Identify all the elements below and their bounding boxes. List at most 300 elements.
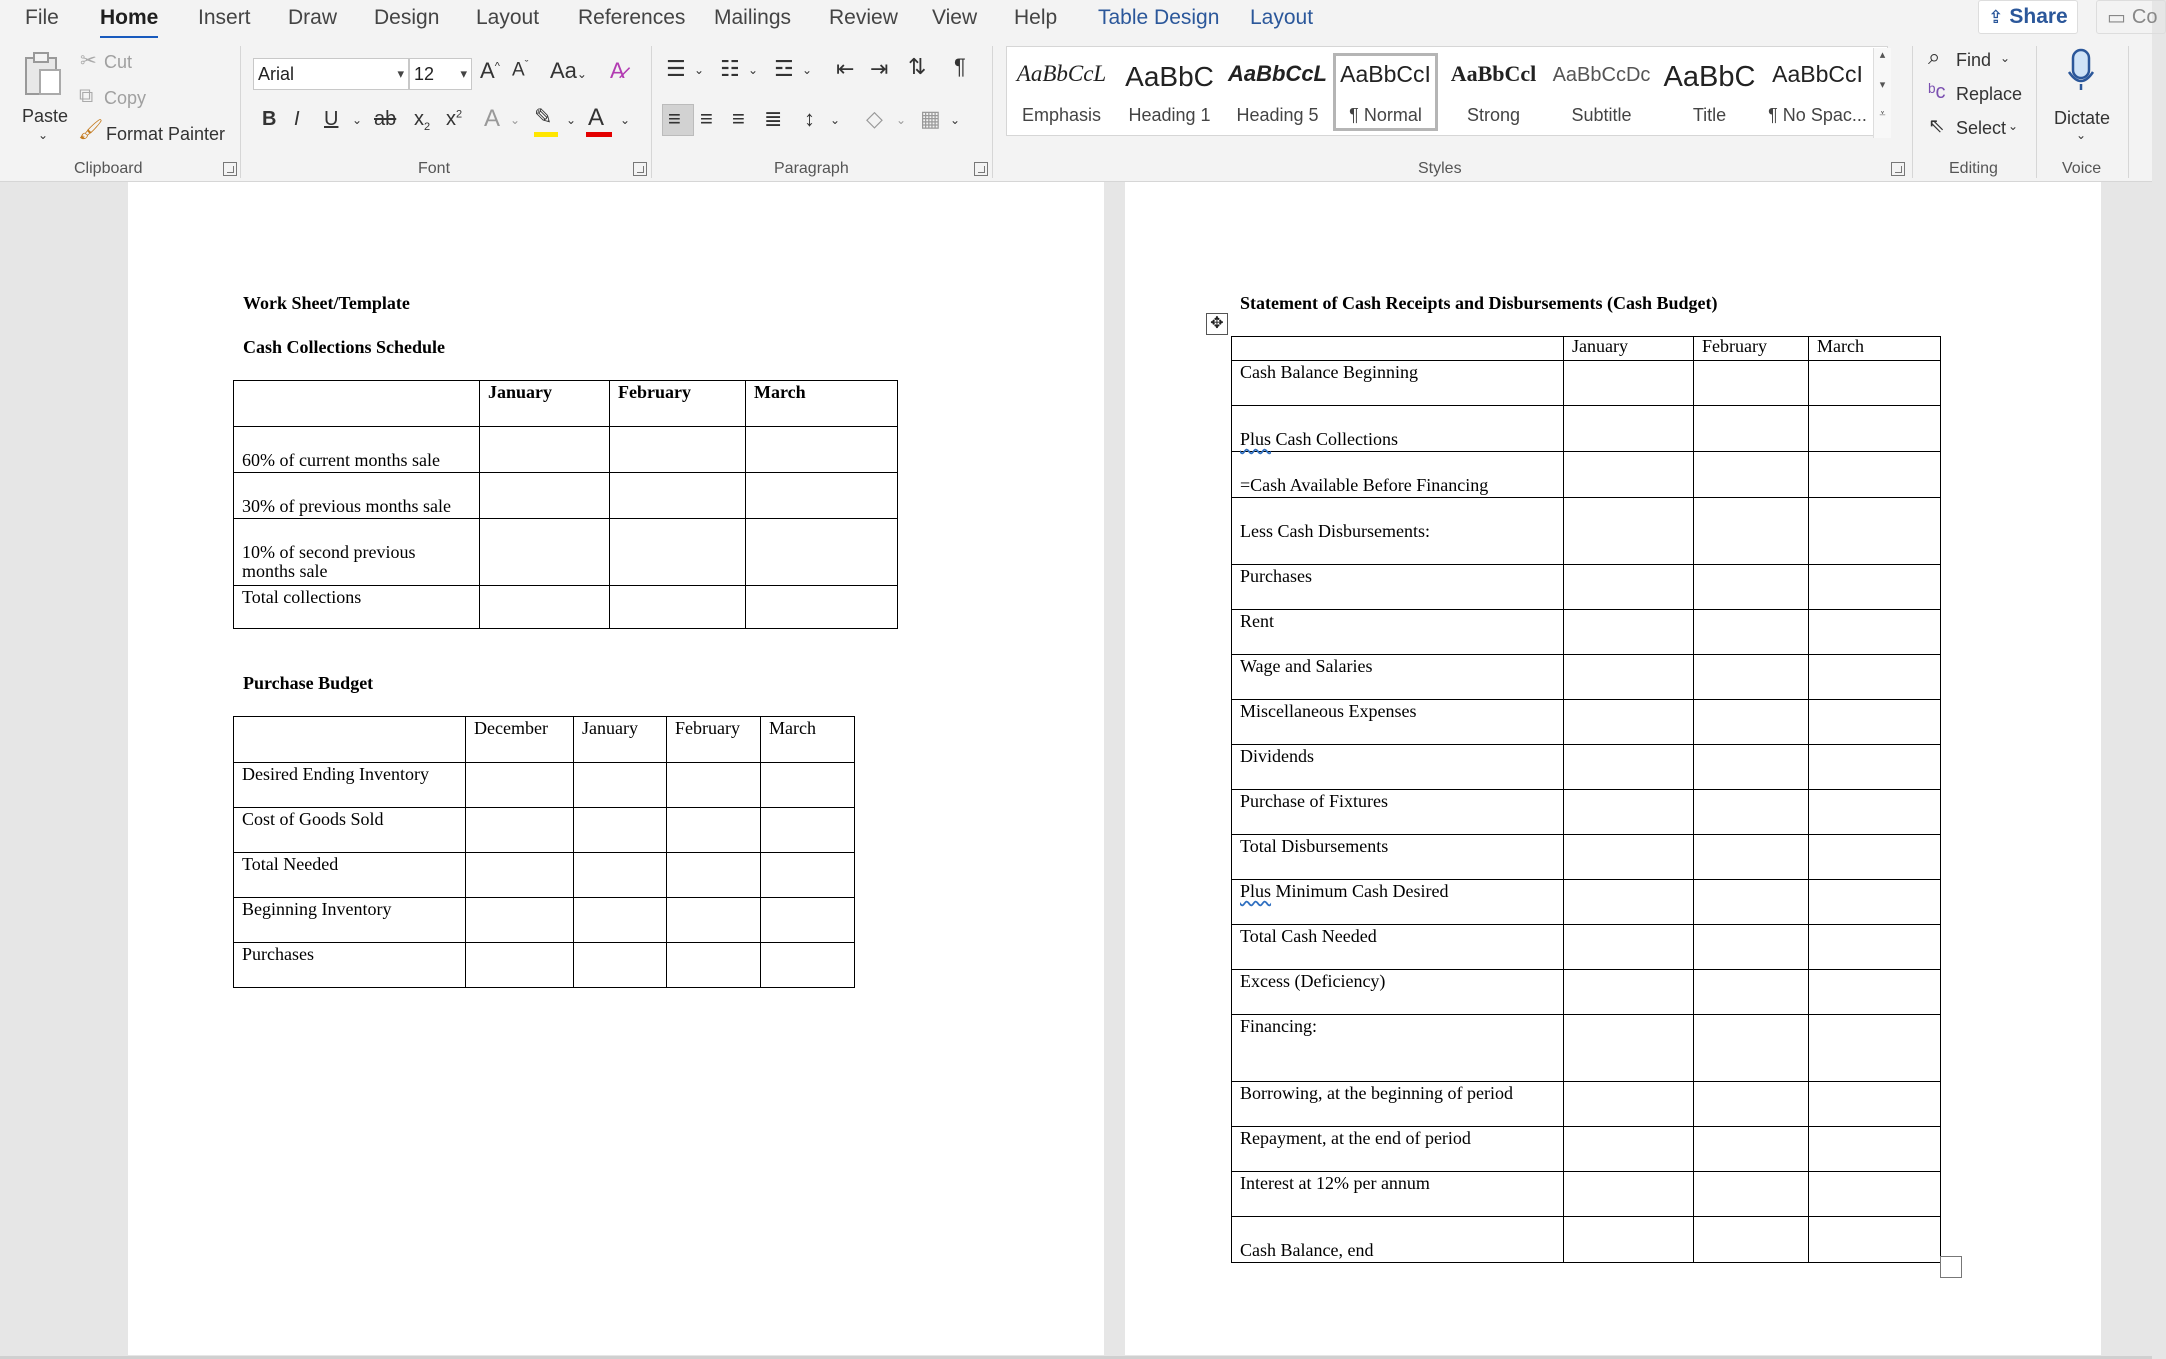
table-row [1232, 970, 1941, 1015]
table-cell[interactable] [1694, 1082, 1809, 1127]
row-label: Repayment, at the end of period [1240, 1128, 1471, 1148]
table-row [1232, 835, 1941, 880]
table-header-cell[interactable]: January [480, 381, 610, 427]
table-cell[interactable] [1564, 970, 1694, 1015]
table-cell[interactable] [1809, 1217, 1941, 1263]
microphone-icon [2066, 48, 2096, 92]
table-header-cell[interactable]: March [746, 381, 898, 427]
table-cell[interactable] [1809, 1015, 1941, 1082]
font-size-combo[interactable] [409, 58, 472, 90]
table-row [1232, 498, 1941, 565]
row-label: Purchases [1240, 566, 1312, 586]
table-cell[interactable] [1809, 610, 1941, 655]
font-color-icon[interactable]: A [588, 104, 605, 131]
table-cell[interactable] [761, 898, 855, 943]
table-cell[interactable] [574, 943, 667, 988]
table-cell[interactable] [1694, 880, 1809, 925]
style-preview: AaBbCcL [1016, 61, 1107, 86]
style-subtitle[interactable] [1549, 53, 1654, 131]
row-label: Interest at 12% per annum [1240, 1173, 1430, 1193]
table-row [234, 943, 855, 988]
table-header-cell[interactable]: February [1694, 337, 1809, 361]
font-group-label: Font [418, 160, 451, 177]
gallery-more-icon[interactable]: ⩡ [1873, 108, 1891, 138]
borders-icon[interactable]: ▦ [920, 106, 941, 131]
chevron-down-icon[interactable]: ⌄ [896, 113, 907, 127]
table-cell[interactable] [1232, 1217, 1564, 1263]
row-label: Wage and Salaries [1240, 656, 1373, 676]
table-cell[interactable] [466, 943, 574, 988]
style-heading-5[interactable] [1225, 53, 1330, 131]
table-cell[interactable] [1564, 835, 1694, 880]
table-cell[interactable] [466, 853, 574, 898]
numbering-icon[interactable]: ☷ [720, 56, 740, 81]
table-cell[interactable] [1564, 361, 1694, 406]
clipboard-group-label: Clipboard [74, 160, 143, 177]
table-cell[interactable] [1564, 700, 1694, 745]
paragraph-group-label: Paragraph [774, 160, 849, 177]
paste-label: Paste [22, 106, 69, 126]
table-cell[interactable] [667, 808, 761, 853]
style-title[interactable] [1657, 53, 1762, 131]
table-cell[interactable] [1694, 1172, 1809, 1217]
decrease-indent-icon[interactable]: ⇤ [836, 56, 855, 81]
pilcrow-icon[interactable]: ¶ [954, 54, 966, 79]
row-label: Miscellaneous Expenses [1240, 701, 1417, 721]
row-label: 30% of previous months sale [242, 496, 451, 516]
table-row [234, 763, 855, 808]
table-row [1232, 790, 1941, 835]
table-row [1232, 452, 1941, 498]
table-cell[interactable] [1232, 970, 1564, 1015]
table-row [1232, 925, 1941, 970]
table-cell[interactable] [1694, 700, 1809, 745]
table-row [234, 898, 855, 943]
row-label: =Cash Available Before Financing [1240, 475, 1489, 495]
table-cell[interactable] [746, 519, 898, 586]
table-cell[interactable] [1809, 745, 1941, 790]
table-cell[interactable] [1809, 406, 1941, 452]
tab-help[interactable]: Help [1014, 6, 1058, 29]
table-cell[interactable] [1809, 1082, 1941, 1127]
align-center-icon[interactable]: ≡ [700, 106, 713, 131]
tab-insert[interactable]: Insert [198, 6, 251, 29]
table-cell[interactable] [1564, 1172, 1694, 1217]
table-cell[interactable] [1232, 337, 1564, 361]
table-cell[interactable] [1694, 655, 1809, 700]
table-cell[interactable] [1809, 565, 1941, 610]
table-cell[interactable] [234, 763, 466, 808]
bold-icon[interactable]: B [262, 108, 277, 130]
table-cell[interactable] [1232, 700, 1564, 745]
table-cell[interactable] [1809, 655, 1941, 700]
table-cell[interactable] [1564, 1015, 1694, 1082]
chevron-down-icon[interactable]: ⌄ [748, 63, 759, 77]
table-cell[interactable] [1694, 1217, 1809, 1263]
table-cell[interactable] [480, 586, 610, 629]
row-label: Desired Ending Inventory [242, 764, 429, 784]
line-spacing-icon[interactable]: ↕ [804, 106, 815, 131]
table-cell[interactable] [1564, 655, 1694, 700]
chevron-down-icon[interactable]: ⌄ [2000, 51, 2011, 65]
cursor-icon: ⇖ [1928, 115, 1945, 137]
table-cell[interactable] [1232, 835, 1564, 880]
table-cell[interactable] [1694, 361, 1809, 406]
chevron-down-icon[interactable]: ⌄ [950, 113, 961, 127]
document-page-left[interactable] [128, 182, 1104, 1355]
table-cell[interactable] [761, 763, 855, 808]
tab-layout[interactable]: Layout [476, 6, 540, 29]
chevron-down-icon[interactable]: ⌄ [620, 113, 631, 127]
subscript-icon[interactable]: $x_2$ [414, 108, 431, 133]
styles-group-label: Styles [1418, 160, 1462, 177]
table-cell[interactable] [1564, 1217, 1694, 1263]
tab-mailings[interactable]: Mailings [714, 6, 792, 29]
table-cell[interactable] [1809, 790, 1941, 835]
grow-font-icon[interactable]: A^ [480, 58, 500, 83]
table-cell[interactable] [1564, 610, 1694, 655]
table-row [1232, 1127, 1941, 1172]
table-cell[interactable] [1232, 361, 1564, 406]
styles-launcher-icon[interactable] [1891, 162, 1905, 176]
table-cell[interactable] [1694, 790, 1809, 835]
table-cell[interactable] [1232, 655, 1564, 700]
font-color-bar [586, 132, 612, 137]
table-cell[interactable] [746, 586, 898, 629]
table-cell[interactable] [1694, 498, 1809, 565]
tab-table-design[interactable]: Table Design [1098, 6, 1220, 29]
style-name: Strong [1466, 105, 1521, 125]
table-cell[interactable] [234, 381, 480, 427]
table-cell[interactable] [1809, 970, 1941, 1015]
style-name: Heading 5 [1236, 105, 1319, 125]
table-cell[interactable] [1694, 835, 1809, 880]
table-cell[interactable] [1232, 1172, 1564, 1217]
table-cell[interactable] [1232, 790, 1564, 835]
table-cell[interactable] [574, 898, 667, 943]
format-painter-icon: 🖌 [78, 119, 104, 141]
table-cell[interactable] [1232, 1082, 1564, 1127]
style-name: Subtitle [1571, 105, 1632, 125]
table-cell[interactable] [1694, 970, 1809, 1015]
table-row [1232, 610, 1941, 655]
search-icon: ⌕ [1928, 44, 1941, 69]
table-cell[interactable] [1694, 1127, 1809, 1172]
table-row [1232, 565, 1941, 610]
table-cell[interactable] [466, 898, 574, 943]
table-row [1232, 655, 1941, 700]
paragraph-launcher-icon[interactable] [974, 162, 988, 176]
table-row [234, 808, 855, 853]
table-row [1232, 1015, 1941, 1082]
chevron-down-icon[interactable]: ⌄ [566, 113, 577, 127]
table-cell[interactable] [1694, 565, 1809, 610]
style-strong[interactable] [1441, 53, 1546, 131]
table-cell[interactable] [574, 763, 667, 808]
clipboard-icon [22, 50, 62, 96]
table-resize-handle[interactable] [1940, 1256, 1962, 1278]
gallery-scroll-up-icon[interactable]: ▴ [1873, 48, 1891, 78]
table-cell[interactable] [1232, 880, 1564, 925]
table-row [1232, 700, 1941, 745]
table-cell[interactable] [1809, 835, 1941, 880]
table-cell[interactable] [1809, 361, 1941, 406]
align-right-icon[interactable]: ≡ [732, 106, 745, 131]
voice-group-label: Voice [2062, 160, 2102, 177]
table-cell[interactable] [234, 473, 480, 519]
table-cell[interactable] [1694, 452, 1809, 498]
table-cell[interactable] [761, 853, 855, 898]
highlight-icon[interactable]: ✎ [534, 104, 553, 129]
table-cell[interactable] [466, 763, 574, 808]
table-cell[interactable] [1232, 610, 1564, 655]
table-cell[interactable] [1564, 1127, 1694, 1172]
table-header-cell[interactable]: February [667, 717, 761, 763]
table-cell[interactable] [234, 853, 466, 898]
font-name-combo[interactable] [253, 58, 409, 90]
row-label: Total Cash Needed [1240, 926, 1377, 946]
table-cell[interactable] [1809, 1127, 1941, 1172]
gallery-scroll-down-icon[interactable]: ▾ [1873, 78, 1891, 108]
row-label: Excess (Deficiency) [1240, 971, 1386, 991]
table-header-cell[interactable]: February [610, 381, 746, 427]
table-header-cell[interactable]: January [574, 717, 667, 763]
table-cell[interactable] [761, 808, 855, 853]
italic-icon[interactable]: I [294, 108, 300, 130]
table-move-handle-icon[interactable]: ✥ [1206, 313, 1228, 335]
style-name: ¶ Normal [1349, 105, 1422, 125]
table-cell[interactable] [667, 943, 761, 988]
chevron-down-icon[interactable]: ⌄ [352, 113, 363, 127]
tab-home[interactable]: Home [100, 4, 158, 32]
tab-draw[interactable]: Draw [288, 6, 338, 29]
document-page-right[interactable] [1125, 182, 2101, 1355]
style-normal[interactable] [1333, 53, 1438, 131]
ribbon [0, 38, 2152, 182]
row-label: Less Cash Disbursements: [1240, 521, 1430, 541]
table-cell[interactable] [1809, 1172, 1941, 1217]
find-button[interactable]: Find [1956, 50, 1992, 70]
dictate-button[interactable] [2046, 46, 2116, 146]
align-left-icon[interactable]: ≡ [668, 106, 681, 131]
chevron-down-icon: ⌄ [2076, 128, 2087, 142]
tab-references[interactable]: References [578, 6, 686, 29]
table-header-cell[interactable]: January [1564, 337, 1694, 361]
table-cell[interactable] [480, 519, 610, 586]
text-effects-icon[interactable]: A [484, 105, 501, 132]
table-cell[interactable] [1809, 452, 1941, 498]
row-label: Beginning Inventory [242, 899, 392, 919]
highlight-color-bar [534, 132, 558, 137]
table-cell[interactable] [1232, 452, 1564, 498]
table-cell[interactable] [761, 943, 855, 988]
table-cell[interactable] [1694, 925, 1809, 970]
table-cell[interactable] [1564, 498, 1694, 565]
table-row [1232, 1082, 1941, 1127]
style-no-spacing[interactable] [1765, 53, 1870, 131]
table-cell[interactable] [1232, 406, 1564, 452]
style-name: Heading 1 [1128, 105, 1211, 125]
sort-icon[interactable]: ⇅ [908, 54, 927, 79]
table-cell[interactable] [1564, 452, 1694, 498]
cash-budget-title: Statement of Cash Receipts and Disbursements (Cash Budget) [1240, 293, 1718, 313]
tab-file[interactable]: File [25, 6, 59, 29]
table-cell[interactable] [1809, 498, 1941, 565]
collections-title: Cash Collections Schedule [243, 337, 446, 357]
table-cell[interactable] [1564, 406, 1694, 452]
table-cell[interactable] [1232, 925, 1564, 970]
change-case-icon[interactable]: Aa⌄ [550, 58, 587, 83]
format-painter-button[interactable]: Format Painter [106, 124, 226, 144]
style-name: ¶ No Spac... [1768, 105, 1867, 125]
style-preview: AaBbCcl [1450, 61, 1537, 86]
table-cell[interactable] [234, 427, 480, 473]
select-button[interactable]: Select [1956, 118, 2007, 138]
table-cell[interactable] [1232, 1127, 1564, 1172]
document-area [0, 182, 2152, 1359]
comment-icon: ▭ [2107, 6, 2126, 29]
table-cell[interactable] [1232, 498, 1564, 565]
style-preview: AaBbCcI [1340, 61, 1431, 87]
table-cell[interactable] [1232, 565, 1564, 610]
table-cell[interactable] [1564, 565, 1694, 610]
increase-indent-icon[interactable]: ⇥ [870, 56, 889, 81]
table-cell[interactable] [480, 427, 610, 473]
clear-formatting-icon[interactable]: A̷ [610, 58, 625, 83]
table-cell[interactable] [234, 717, 466, 763]
share-label: Share [2009, 5, 2068, 28]
superscript-icon[interactable]: $x^2$ [446, 108, 463, 130]
table-cell[interactable] [1694, 406, 1809, 452]
chevron-down-icon[interactable]: ⌄ [802, 63, 813, 77]
styles-gallery [1006, 46, 1888, 136]
table-cell[interactable] [574, 808, 667, 853]
table-cell[interactable] [610, 586, 746, 629]
table-cell[interactable] [667, 763, 761, 808]
table-cell[interactable] [1694, 610, 1809, 655]
table-cell[interactable] [234, 519, 480, 586]
row-label: Total Needed [242, 854, 339, 874]
table-cell[interactable] [667, 898, 761, 943]
tab-table-layout[interactable]: Layout [1250, 6, 1314, 29]
cash-collections-table[interactable] [233, 380, 898, 629]
table-cell[interactable] [1564, 745, 1694, 790]
table-cell[interactable] [667, 853, 761, 898]
table-cell[interactable] [1232, 1015, 1564, 1082]
table-header-cell[interactable]: March [761, 717, 855, 763]
table-cell[interactable] [234, 943, 466, 988]
ribbon-tab-bar [0, 0, 2158, 38]
editing-group-label: Editing [1949, 160, 1998, 177]
table-row [234, 519, 898, 586]
chevron-down-icon[interactable]: ⌄ [830, 113, 841, 127]
table-cell[interactable] [480, 473, 610, 519]
style-preview: AaBbC [1663, 61, 1756, 93]
table-header-row [234, 381, 898, 427]
shrink-font-icon[interactable]: $A^ˇ$ [512, 59, 529, 81]
table-cell[interactable] [574, 853, 667, 898]
scissors-icon: ✂ [80, 50, 97, 72]
shading-icon[interactable]: ◇ [866, 106, 883, 131]
replace-button[interactable]: Replace [1956, 84, 2023, 104]
justify-icon[interactable]: ≣ [764, 106, 783, 131]
cash-budget-table[interactable] [1231, 336, 1941, 1263]
table-cell[interactable] [1809, 880, 1941, 925]
dictate-label: Dictate [2054, 108, 2111, 128]
copy-button[interactable]: Copy [104, 88, 147, 108]
font-launcher-icon[interactable] [633, 162, 647, 176]
chevron-down-icon[interactable]: ⌄ [2008, 119, 2019, 133]
table-cell[interactable] [466, 808, 574, 853]
table-cell[interactable] [1809, 925, 1941, 970]
row-label: Dividends [1240, 746, 1314, 766]
table-cell[interactable] [610, 427, 746, 473]
table-row [234, 853, 855, 898]
style-emphasis[interactable] [1009, 53, 1114, 131]
style-preview: AaBbCcI [1772, 61, 1863, 87]
chevron-down-icon[interactable]: ⌄ [694, 63, 705, 77]
table-row [1232, 880, 1941, 925]
underline-icon[interactable]: U [324, 108, 339, 130]
table-header-cell[interactable]: December [466, 717, 574, 763]
table-cell[interactable] [1694, 1015, 1809, 1082]
table-cell[interactable] [1232, 745, 1564, 790]
table-cell[interactable] [746, 473, 898, 519]
table-cell[interactable] [1564, 1082, 1694, 1127]
bullets-icon[interactable]: ☰ [666, 56, 686, 81]
comments-button[interactable] [2096, 0, 2166, 34]
chevron-down-icon: ▾ [397, 66, 404, 81]
table-cell[interactable] [746, 427, 898, 473]
table-cell[interactable] [1564, 880, 1694, 925]
table-cell[interactable] [234, 898, 466, 943]
style-name: Title [1692, 105, 1727, 125]
chevron-down-icon[interactable]: ⌄ [510, 113, 521, 127]
table-header-cell[interactable]: March [1809, 337, 1941, 361]
table-header-row [234, 717, 855, 763]
replace-icon: ᵇc [1928, 81, 1946, 103]
table-cell[interactable] [1564, 925, 1694, 970]
tab-design[interactable]: Design [374, 6, 440, 29]
row-label: Total collections [242, 587, 362, 607]
purchase-budget-table[interactable] [233, 716, 855, 988]
copy-icon: ⧉ [79, 85, 94, 107]
table-cell[interactable] [1564, 790, 1694, 835]
table-cell[interactable] [1694, 745, 1809, 790]
table-cell[interactable] [234, 808, 466, 853]
style-heading-1[interactable] [1117, 53, 1222, 131]
table-cell[interactable] [610, 519, 746, 586]
row-label: Plus Cash Collections [1240, 429, 1399, 449]
chevron-down-icon: ⌄ [38, 128, 49, 142]
cut-button[interactable]: Cut [104, 52, 133, 72]
table-row [234, 473, 898, 519]
table-cell[interactable] [1809, 700, 1941, 745]
tab-review[interactable]: Review [829, 6, 898, 29]
multilevel-list-icon[interactable]: ☲ [774, 56, 794, 81]
share-button[interactable] [1978, 0, 2078, 34]
tab-view[interactable]: View [932, 6, 978, 29]
strikethrough-icon[interactable]: ab [374, 108, 397, 130]
clipboard-launcher-icon[interactable] [223, 162, 237, 176]
comments-label: Co [2131, 5, 2158, 28]
table-row [1232, 1172, 1941, 1217]
table-cell[interactable] [610, 473, 746, 519]
worksheet-title: Work Sheet/Template [243, 293, 410, 313]
style-preview: AaBbCcDc [1552, 64, 1651, 86]
table-cell[interactable] [234, 586, 480, 629]
paste-button[interactable] [14, 46, 72, 142]
